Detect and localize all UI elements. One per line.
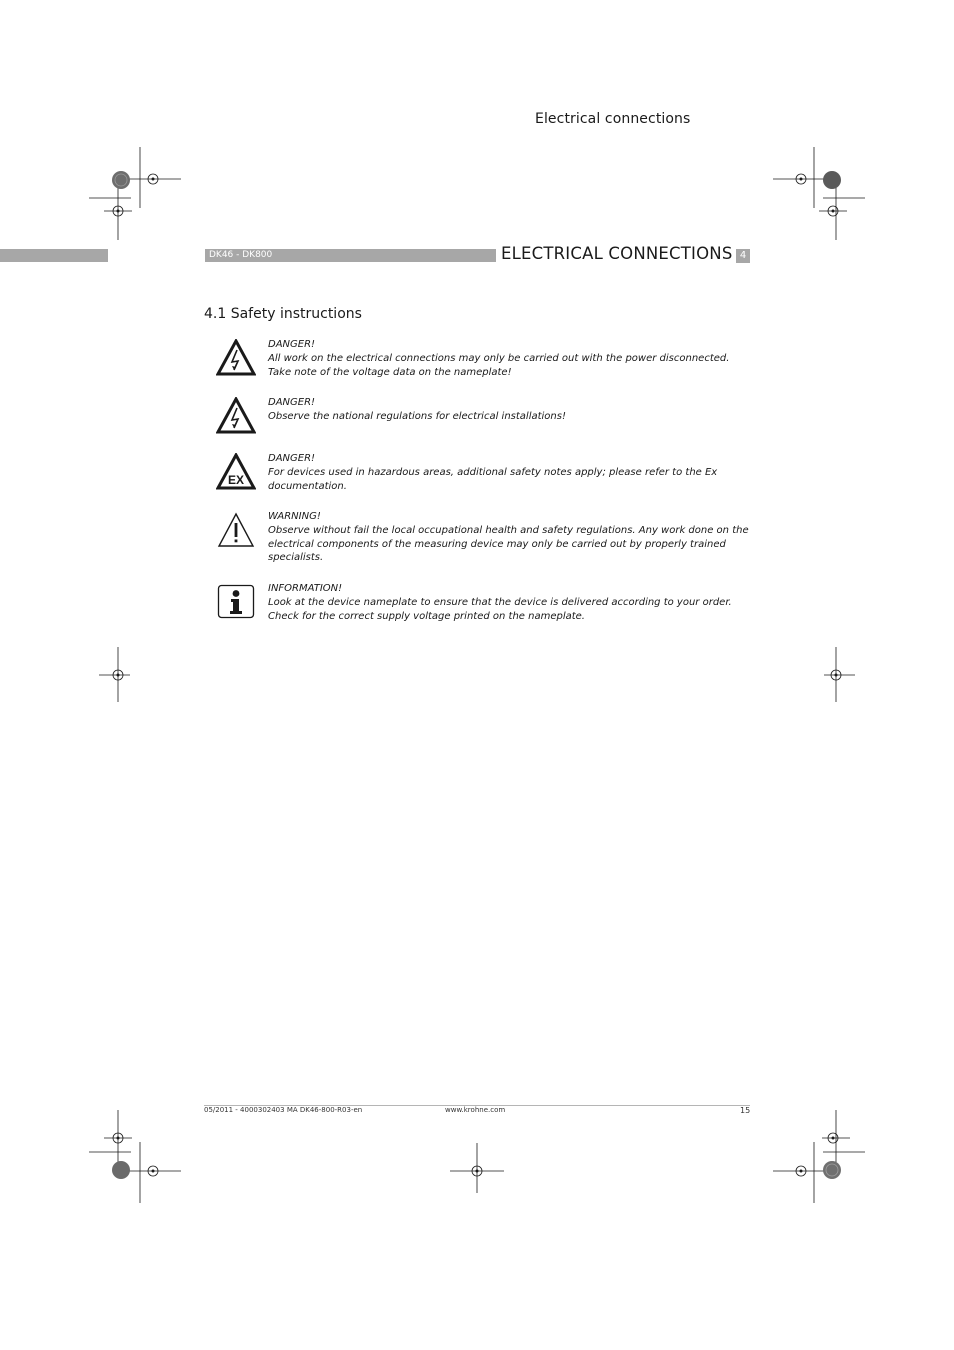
- note-label: INFORMATION!: [268, 583, 343, 594]
- note-label: DANGER!: [268, 397, 316, 408]
- footer-website: www.krohne.com: [445, 1106, 506, 1114]
- note-text: For devices used in hazardous areas, additional safety notes apply; please refer to the Ex documentation.: [268, 467, 718, 492]
- note-text: All work on the electrical connections may only be carried out with the power disconnected. Take note of the voltage data on the nameplate!: [268, 353, 730, 378]
- product-name: DK46 - DK800: [209, 250, 273, 260]
- page-number: 15: [740, 1106, 751, 1115]
- note-text: Observe without fail the local occupational health and safety regulations. Any work done on the electrical components of the measuring device may only be carried out by properly trained specialists.: [268, 525, 749, 564]
- footer-doc-info: 05/2011 - 4000302403 MA DK46-800-R03-en: [204, 1106, 363, 1114]
- note-text: Look at the device nameplate to ensure that the device is delivered according to your order. Check for the correct supply voltage printed on the nameplate.: [268, 597, 732, 622]
- section-heading: 4.1 Safety instructions: [204, 306, 362, 322]
- note-label: DANGER!: [268, 339, 316, 350]
- chapter-number-badge: 4: [736, 249, 750, 263]
- svg-text:EX: EX: [227, 473, 245, 487]
- running-head: Electrical connections: [535, 111, 691, 127]
- note-text: Observe the national regulations for electrical installations!: [268, 411, 566, 422]
- chapter-title: ELECTRICAL CONNECTIONS: [501, 244, 733, 263]
- note-label: DANGER!: [268, 453, 316, 464]
- note-label: WARNING!: [268, 511, 321, 522]
